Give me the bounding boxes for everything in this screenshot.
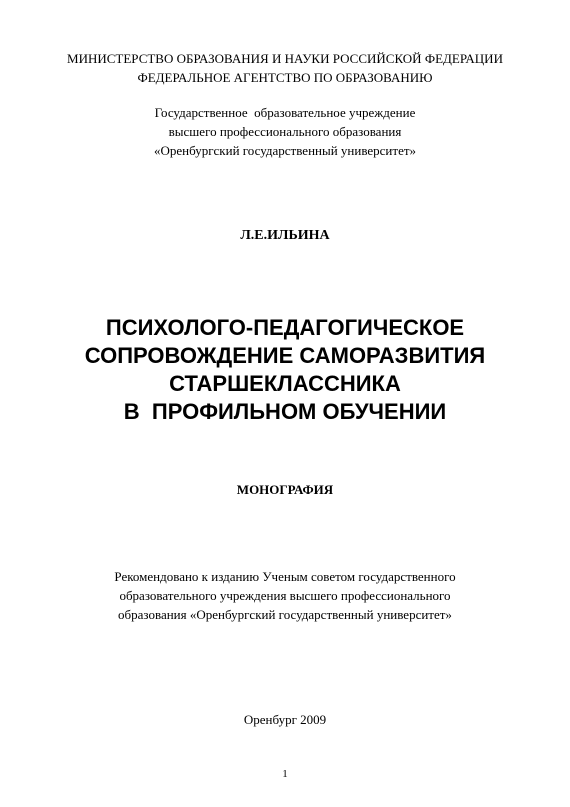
institution-header	[0, 103, 570, 160]
recommendation-line-2: образовательного учреждения высшего профессионального	[119, 588, 451, 603]
institution-line-3: «Оренбургский государственный университет»	[153, 143, 417, 158]
agency-line: ФЕДЕРАЛЬНОЕ АГЕНТСТВО ПО ОБРАЗОВАНИЮ	[137, 70, 433, 85]
institution-line-1: Государственное образовательное учреждение	[154, 105, 416, 120]
recommendation-note	[0, 567, 570, 624]
title-line-4: В ПРОФИЛЬНОМ ОБУЧЕНИИ	[123, 399, 447, 424]
publication-place-year: Оренбург 2009	[243, 712, 327, 727]
institution-line-2: высшего профессионального образования	[168, 124, 402, 139]
genre-label: МОНОГРАФИЯ	[236, 482, 334, 497]
book-title	[0, 314, 570, 426]
author-name: Л.Е.ИЛЬИНА	[240, 228, 330, 243]
title-line-2: СОПРОВОЖДЕНИЕ САМОРАЗВИТИЯ	[84, 343, 486, 368]
ministry-line: МИНИСТЕРСТВО ОБРАЗОВАНИЯ И НАУКИ РОССИЙСКОЙ ФЕДЕРАЦИИ	[67, 51, 503, 66]
ministry-header	[0, 49, 570, 87]
page-number: 1	[282, 768, 288, 780]
title-line-1: ПСИХОЛОГО-ПЕДАГОГИЧЕСКОЕ	[105, 315, 465, 340]
title-line-3: СТАРШЕКЛАССНИКА	[169, 371, 401, 396]
recommendation-line-3: образования «Оренбургский государственный университет»	[118, 607, 452, 622]
recommendation-line-1: Рекомендовано к изданию Ученым советом государственного	[114, 569, 456, 584]
